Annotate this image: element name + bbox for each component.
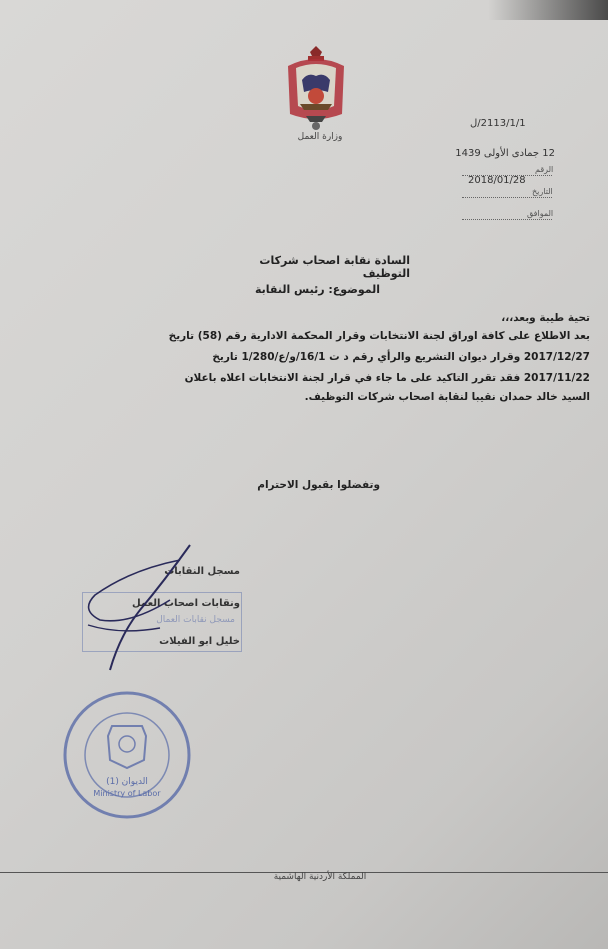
- greeting: تحية طيبة وبعد،،،: [501, 312, 590, 324]
- seal-center-label: الديوان (1): [106, 777, 148, 787]
- number-label: الرقم: [535, 165, 554, 174]
- page-edge-shadow: [488, 0, 608, 20]
- seal-english-center: Ministry of Labor: [93, 789, 161, 798]
- gregorian-date: 2018/01/28: [468, 175, 526, 186]
- body-line: بعد الاطلاع على كافة اوراق لجنة الانتخابات وقرار المحكمة الادارية رقم (58) تاريخ: [168, 330, 590, 342]
- footer-country: المملكة الأردنية الهاشمية: [273, 872, 367, 882]
- corresponding-dotted-line: [462, 218, 552, 220]
- body-line: السيد خالد حمدان نقيبا لنقابة اصحاب شركات التوظيف.: [304, 391, 590, 403]
- stamp-text: مسجل نقابات العمال: [156, 615, 235, 625]
- reference-number: 2113/1/1/ل: [470, 118, 526, 129]
- signatory-department: ونقابات اصحاب العمل: [131, 598, 240, 609]
- closing-phrase: وتفضلوا بقبول الاحترام: [257, 479, 380, 491]
- handwritten-signature: [70, 540, 210, 675]
- hijri-date: 12 جمادى الأولى 1439: [455, 148, 555, 159]
- signatory-title: مسجل النقابات: [164, 566, 240, 577]
- date-label: التاريخ: [532, 187, 553, 196]
- date-dotted-line: [462, 196, 552, 198]
- addressee: السادة نقابة اصحاب شركات التوظيف: [259, 254, 410, 280]
- coat-of-arms-emblem: [282, 44, 350, 132]
- body-line: 2017/11/22 فقد تقرر التاكيد على ما جاء في قرار لجنة الانتخابات اعلاه باعلان: [184, 372, 590, 384]
- ministry-name: وزارة العمل: [297, 132, 343, 142]
- subject-line: الموضوع: رئيس النقابة: [254, 283, 380, 296]
- signatory-name: خليل ابو الفيلات: [159, 636, 240, 647]
- corresponding-label: الموافق: [527, 209, 554, 218]
- ministry-seal: [60, 688, 195, 823]
- body-line: 2017/12/27 وقرار ديوان التشريع والرأي رقم د ت 16/1/و/ع/1/280 تاريخ: [212, 351, 590, 363]
